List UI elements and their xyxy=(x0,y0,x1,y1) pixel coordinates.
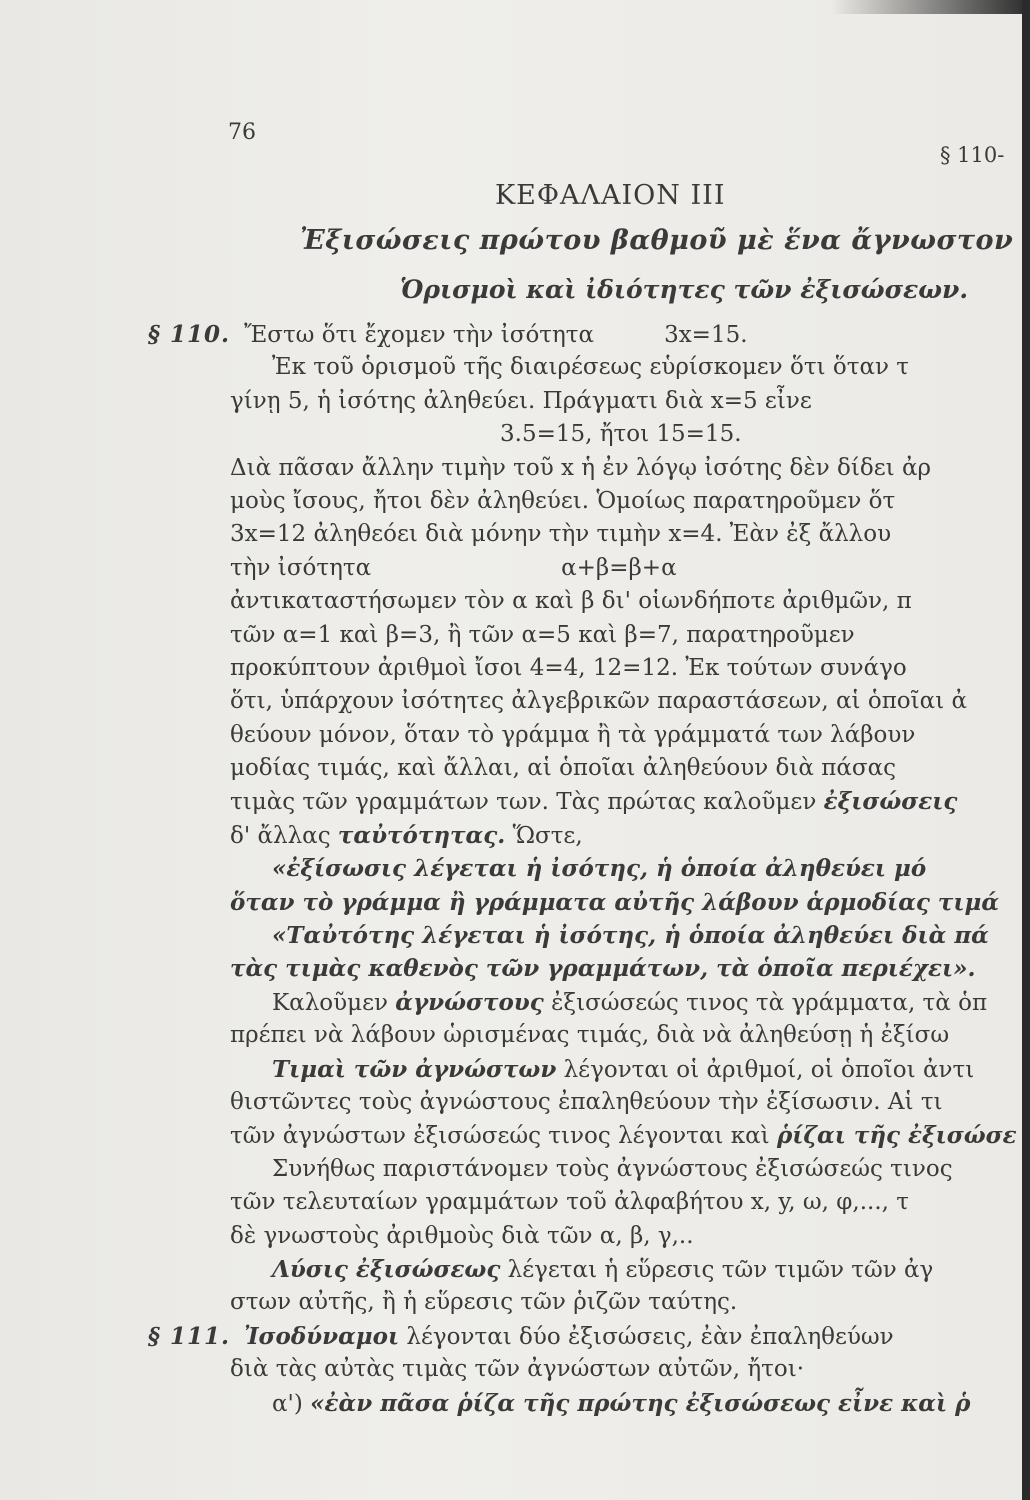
text-line: στων αὐτῆς, ἢ ἡ εὕρεσις τῶν ῥιζῶν ταύτης. xyxy=(230,1289,738,1316)
text-line: τῶν τελευταίων γραμμάτων τοῦ ἀλφαβήτου x, y, ω, φ,..., τ xyxy=(230,1189,909,1216)
text-line: γίνῃ 5, ἡ ἰσότης ἀληθεύει. Πράγματι διὰ x=5 εἶνε xyxy=(230,387,812,414)
chapter-label: ΚΕΦΑΛΑΙΟΝ ΙΙΙ xyxy=(495,180,726,211)
section-111-mark: § 111. xyxy=(148,1322,231,1350)
scan-edge-top xyxy=(830,0,1030,14)
text-line: ἀντικαταστήσωμεν τὸν α καὶ β δι' οἱωνδήποτε ἀριθμῶν, π xyxy=(230,588,912,615)
page-number: 76 xyxy=(228,120,256,145)
text-line: πρέπει νὰ λάβουν ὡρισμένας τιμάς, διὰ νὰ ἀληθεύσῃ ἡ ἐξίσω xyxy=(230,1022,950,1049)
text-line: τῶν α=1 καὶ β=3, ἢ τῶν α=5 καὶ β=7, παρατηροῦμεν xyxy=(230,621,855,648)
text-line: Τιμαὶ τῶν ἀγνώστων λέγονται οἱ ἀριθμοί, οἱ ὁποῖοι ἀντι xyxy=(272,1055,975,1083)
definition-line: «ἐξίσωσις λέγεται ἡ ἰσότης, ἡ ὁποία ἀληθεύει μό xyxy=(272,855,927,883)
section-reference: § 110- xyxy=(940,143,1005,167)
body-text xyxy=(148,318,1030,1420)
text-line: μοὺς ἴσους, ἤτοι δὲν ἀληθεύει. Ὁμοίως παρατηροῦμεν ὅτ xyxy=(230,487,896,514)
section-110-mark: § 110. xyxy=(148,321,231,348)
text-line: θεύουν μόνον, ὅταν τὸ γράμμα ἢ τὰ γράμματά των λάβουν xyxy=(230,721,916,748)
text-line: § 110. Ἔστω ὅτι ἔχομεν τὴν ἰσότητα 3x=15. xyxy=(148,321,748,348)
text-line: μοδίας τιμάς, καὶ ἄλλαι, αἱ ὁποῖαι ἀληθεύουν διὰ πάσας xyxy=(230,755,896,782)
text-line: προκύπτουν ἀριθμοὶ ἴσοι 4=4, 12=12. Ἐκ τούτων συνάγο xyxy=(230,654,907,681)
text-line: 3x=12 ἀληθεόει διὰ μόνην τὴν τιμὴν x=4. Ἐὰν ἐξ ἄλλου xyxy=(230,521,892,548)
chapter-title: Ἐξισώσεις πρώτου βαθμοῦ μὲ ἕνα ἄγνωστον xyxy=(300,225,1014,256)
definition-line: ὅταν τὸ γράμμα ἢ γράμματα αὐτῆς λάβουν ἁρμοδίας τιμά xyxy=(230,888,1000,916)
text-line: Συνήθως παριστάνομεν τοὺς ἀγνώστους ἐξισώσεώς τινος xyxy=(272,1155,953,1182)
chapter-subtitle: Ὁρισμοὶ καὶ ἰδιότητες τῶν ἐξισώσεων. xyxy=(400,275,969,304)
text-line: τὴν ἰσότητα α+β=β+α xyxy=(230,554,677,581)
text-line: ὅτι, ὑπάρχουν ἰσότητες ἀλγεβρικῶν παραστάσεων, αἱ ὁποῖαι ἀ xyxy=(230,688,968,715)
text-line: τιμὰς τῶν γραμμάτων των. Τὰς πρώτας καλοῦμεν ἐξισώσεις xyxy=(230,788,958,816)
definition-line: τὰς τιμὰς καθενὸς τῶν γραμμάτων, τὰ ὁποῖα περιέχει». xyxy=(230,955,976,983)
text-line: δὲ γνωστοὺς ἀριθμοὺς διὰ τῶν α, β, γ,.. xyxy=(230,1222,694,1249)
text-line: § 111. Ἰσοδύναμοι λέγονται δύο ἐξισώσεις, ἐὰν ἐπαληθεύων xyxy=(148,1322,894,1350)
text-line: Διὰ πᾶσαν ἄλλην τιμὴν τοῦ x ἡ ἐν λόγῳ ἰσότης δὲν δίδει ἀρ xyxy=(230,454,932,481)
definition-line: «Ταὐτότης λέγεται ἡ ἰσότης, ἡ ὁποία ἀληθεύει διὰ πά xyxy=(272,922,989,950)
text-line: διὰ τὰς αὐτὰς τιμὰς τῶν ἀγνώστων αὐτῶν, ἤτοι· xyxy=(230,1356,805,1383)
text-line: δ' ἄλλας ταὐτότητας. Ὥστε, xyxy=(230,821,583,849)
text-line: Λύσις ἐξισώσεως λέγεται ἡ εὕρεσις τῶν τιμῶν τῶν ἀγ xyxy=(272,1255,934,1283)
text-line: Καλοῦμεν ἀγνώστους ἐξισώσεώς τινος τὰ γράμματα, τὰ ὁπ xyxy=(272,988,988,1016)
text-line: θιστῶντες τοὺς ἀγνώστους ἐπαληθεύουν τὴν ἐξίσωσιν. Αἱ τι xyxy=(230,1088,943,1115)
equation-line: 3.5=15, ἤτοι 15=15. xyxy=(500,421,742,448)
text-line: Ἐκ τοῦ ὁρισμοῦ τῆς διαιρέσεως εὑρίσκομεν ὅτι ὅταν τ xyxy=(272,354,909,381)
text-line: α') «ἐὰν πᾶσα ῥίζα τῆς πρώτης ἐξισώσεως εἶνε καὶ ῥ xyxy=(272,1389,971,1417)
text-line: τῶν ἀγνώστων ἐξισώσεώς τινος λέγονται καὶ ῥίζαι τῆς ἐξισώσε xyxy=(230,1122,1017,1150)
